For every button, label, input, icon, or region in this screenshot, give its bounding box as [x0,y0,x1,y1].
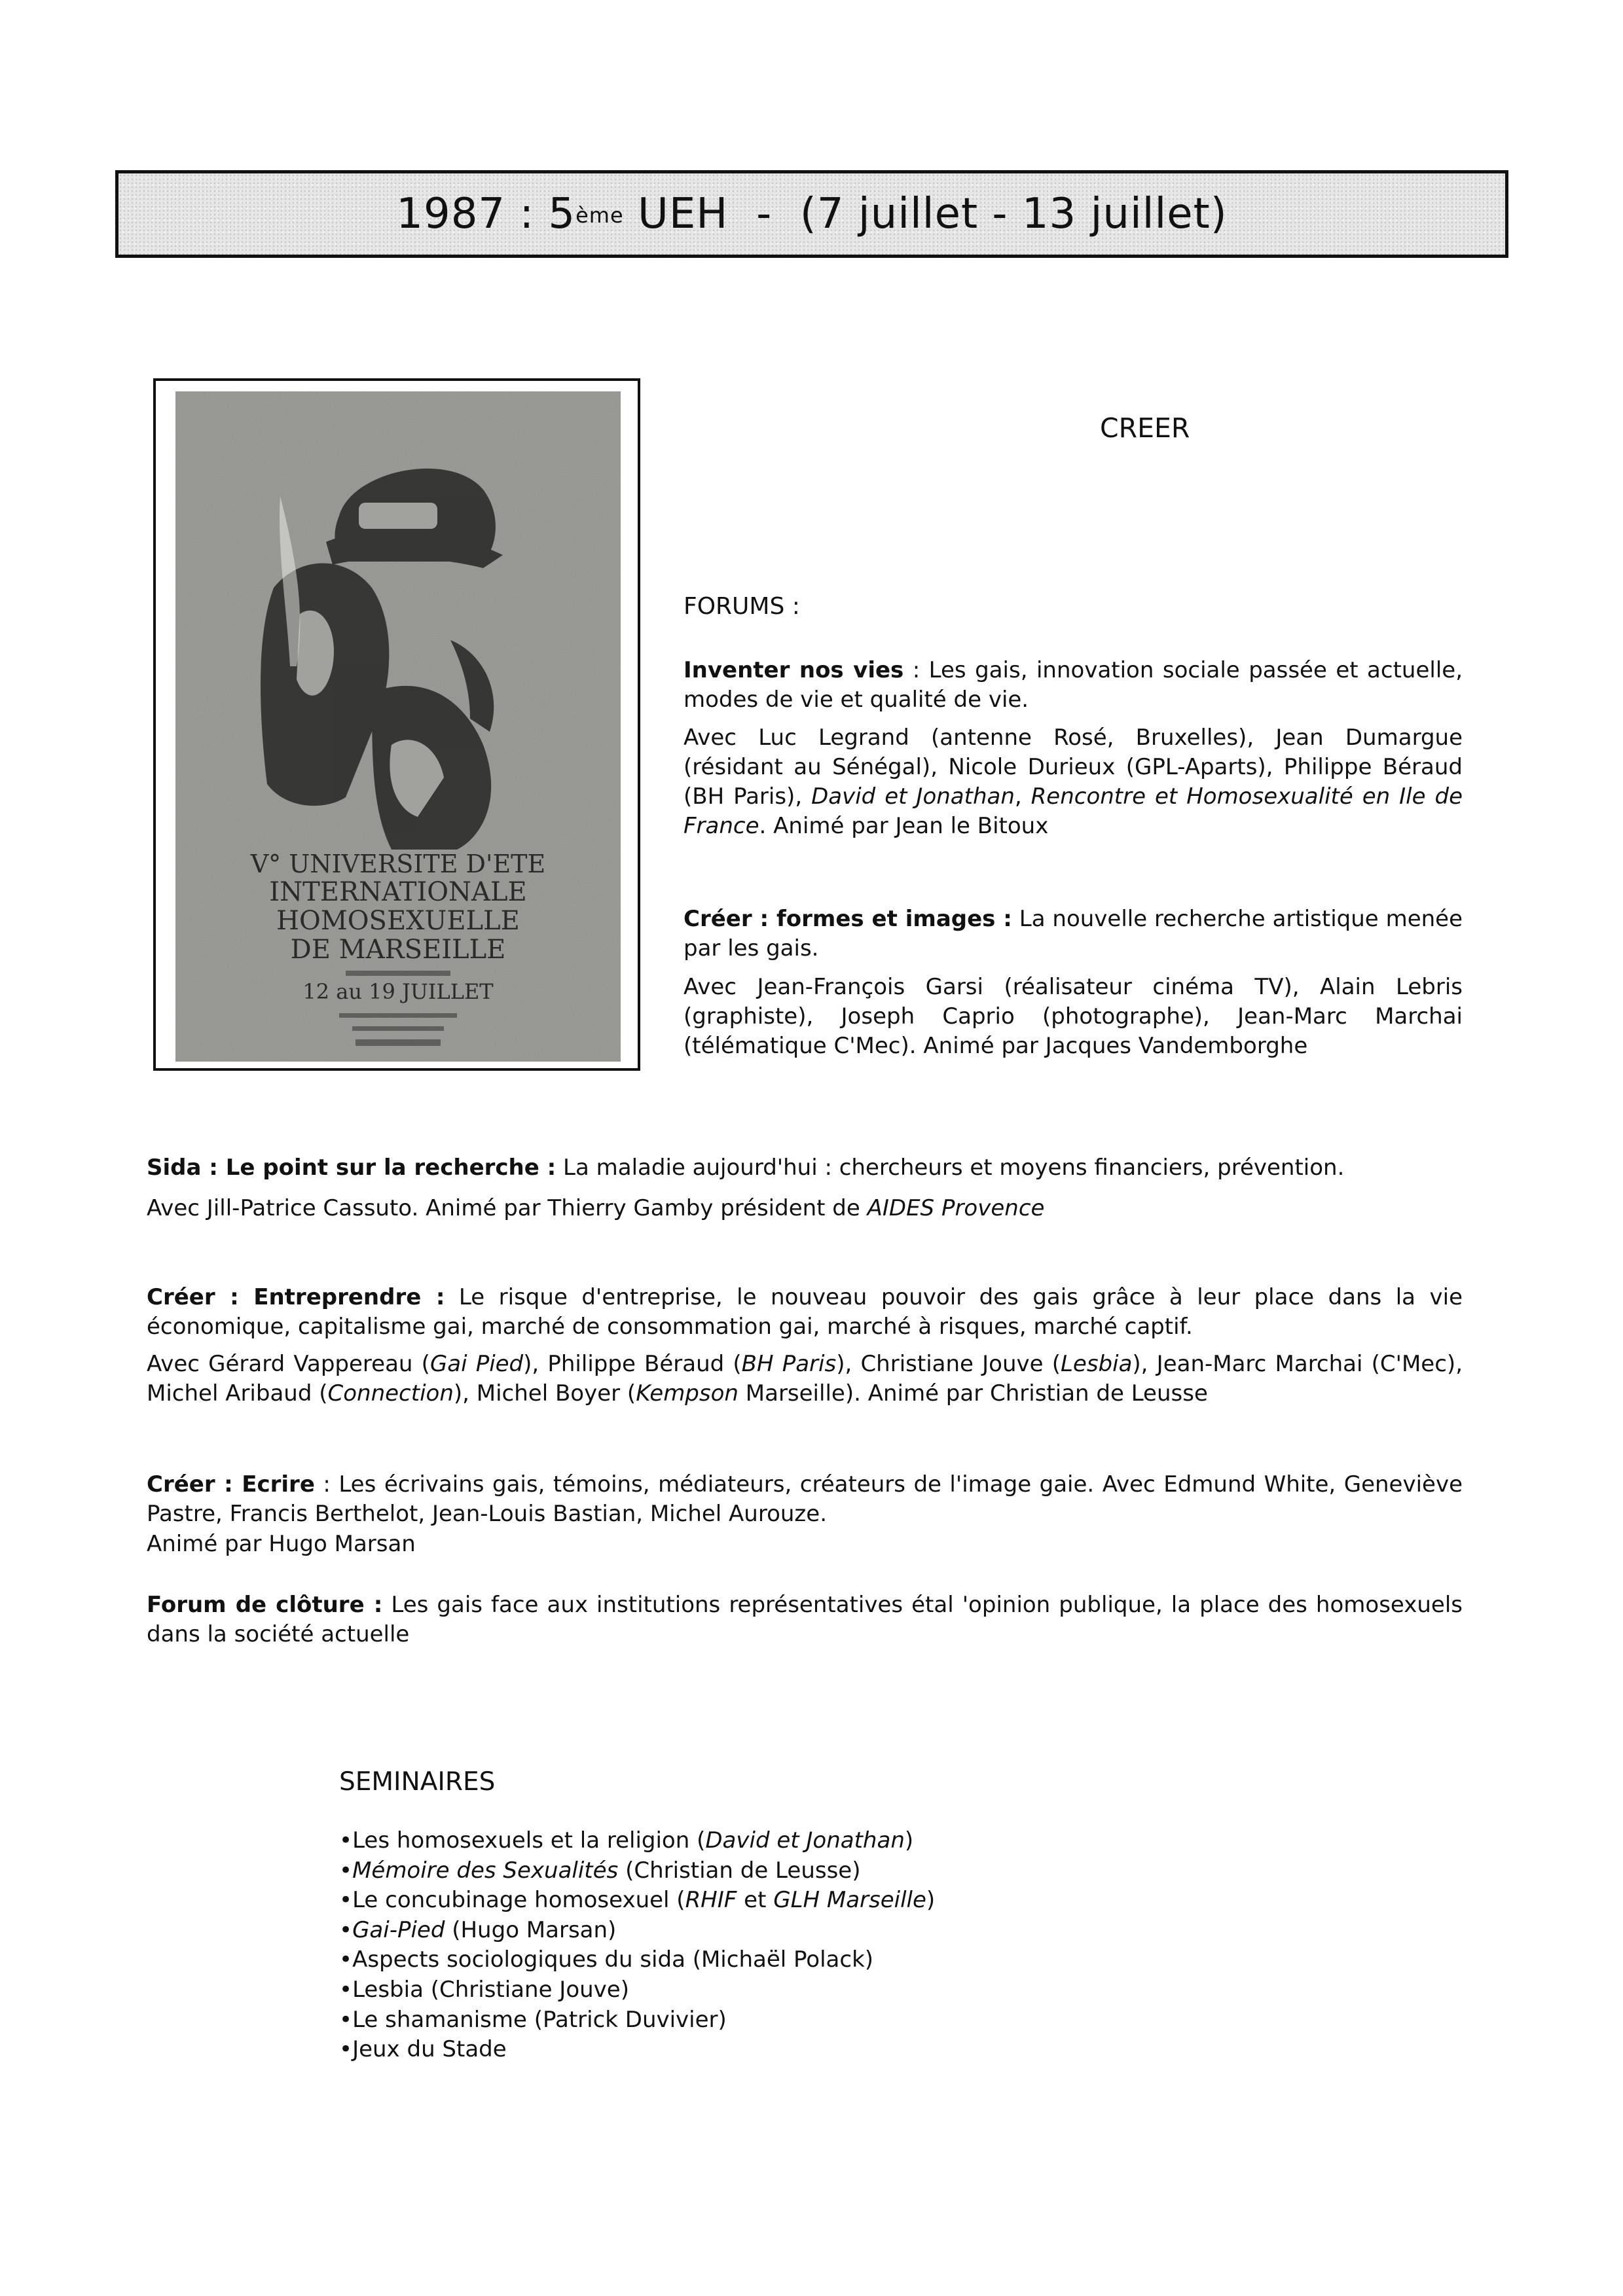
seminar-org: David et Jonathan [705,1827,905,1854]
forum-sida-desc [147,1153,1463,1183]
entreprendre-org-2: BH Paris [741,1351,837,1377]
title-year: 1987 : 5 [396,190,576,238]
entreprendre-org-3: Lesbia [1060,1351,1133,1377]
entreprendre-avec-5: ), Michel Boyer ( [453,1380,636,1407]
seminar-org: Mémoire des Sexualités [352,1857,619,1884]
poster-line-5: 12 au 19 JUILLET [302,979,494,1004]
sida-avec-text: Avec Jill-Patrice Cassuto. Animé par Thierry Gamby président de [147,1195,867,1221]
poster-line-2: INTERNATIONALE [269,877,527,907]
list-item [339,1886,935,1916]
poster-line-3: HOMOSEXUELLE [276,906,520,936]
forum-entreprendre-text: Le risque d'entreprise, le nouveau pouvoir des gais grâce à leur place dans la vie économique, capitalisme gai, marché de consommation gai, marché à risques, marché captif. [147,1284,1463,1340]
page-title [396,190,1227,238]
entreprendre-org-4: Connection [327,1380,454,1407]
seminar-text: ) [926,1887,936,1914]
seminar-text: Les homosexuels et la religion ( [352,1827,706,1854]
forum-cloture-title: Forum de clôture : [147,1592,383,1618]
seminar-text: Jeux du Stade [352,2036,507,2063]
seminar-text: (Hugo Marsan) [445,1916,617,1943]
forum-inventer-text: : Les gais, innovation sociale passée et actuelle, modes de vie et qualité de vie. [684,657,1463,713]
forum-ecrire-desc [147,1470,1463,1529]
forums-heading: FORUMS : [684,593,800,620]
list-item [339,1856,935,1886]
seminaires-heading: SEMINAIRES [339,1767,496,1797]
forum-ecrire-title: Créer : Ecrire [147,1471,315,1498]
forum-entreprendre-title: Créer : Entreprendre : [147,1284,445,1310]
forum-entreprendre-desc [147,1283,1463,1342]
seminar-text: et [737,1887,774,1914]
entreprendre-avec-6: Marseille). Animé par Christian de Leusse [738,1380,1208,1407]
list-item [339,1945,935,1975]
forum-inventer-desc [684,656,1463,715]
seminar-text: Aspects sociologiques du sida (Michaël Polack) [352,1946,874,1973]
forum-formes-desc [684,905,1463,963]
forum-entreprendre-participants [147,1350,1463,1408]
poster-line-4: DE MARSEILLE [290,935,506,965]
list-item [339,1975,935,2005]
title-ordinal: ème [575,203,624,228]
entreprendre-org-5: Kempson [636,1380,739,1407]
entreprendre-avec-1: Avec Gérard Vappereau ( [147,1351,430,1377]
poster-line-1: V° UNIVERSITE D'ETE [250,850,546,878]
inventer-avec-sep: , [1014,783,1031,810]
poster-illustration [175,391,621,1062]
forum-formes-participants: Avec Jean-François Garsi (réalisateur cinéma TV), Alain Lebris (graphiste), Joseph Caprio (photographe), Jean-Marc Marchai (télématique C'Mec). Animé par Jacques Vandemborghe [684,974,1463,1059]
list-item [339,1916,935,1946]
sida-avec-org: AIDES Provence [867,1195,1045,1221]
forum-sida-participants [147,1194,1463,1223]
seminar-org: GLH Marseille [773,1887,926,1914]
forum-inventer-participants [684,723,1463,841]
entreprendre-org-1: Gai Pied [429,1351,524,1377]
inventer-avec-org2: Rencontre et Homosexualité en Ile de France [684,783,1463,839]
list-item [339,2005,935,2036]
seminar-text: Lesbia (Christiane Jouve) [352,1976,629,2003]
forum-ecrire-text: : Les écrivains gais, témoins, médiateurs, créateurs de l'image gaie. Avec Edmund White, Geneviève Pastre, Francis Berthelot, Jean-Louis Bastian, Michel Aurouze. [147,1471,1463,1527]
poster-image [153,378,640,1071]
forum-sida-title: Sida : Le point sur la recherche : [147,1155,556,1181]
entreprendre-avec-2: ), Philippe Béraud ( [523,1351,742,1377]
forum-ecrire-anim: Animé par Hugo Marsan [147,1531,416,1557]
list-item [339,1826,935,1856]
seminar-text: Le concubinage homosexuel ( [352,1887,685,1914]
forum-formes-title: Créer : formes et images : [684,906,1012,932]
inventer-avec-org1: David et Jonathan [811,783,1015,810]
list-item [339,2035,935,2065]
seminar-org: RHIF [685,1887,737,1914]
title-banner [115,170,1508,258]
seminar-org: Gai-Pied [352,1916,445,1943]
seminar-text: ) [904,1827,914,1854]
seminar-text: (Christian de Leusse) [618,1857,861,1884]
forum-sida-text: La maladie aujourd'hui : chercheurs et moyens financiers, prévention. [556,1155,1345,1181]
entreprendre-avec-4: ), Jean-Marc Marchai (C'Mec), Michel Aribaud ( [147,1351,1463,1407]
inventer-avec-text: Avec Luc Legrand (antenne Rosé, Bruxelles), Jean Dumargue (résidant au Sénégal), Nicole Durieux (GPL-Aparts), Philippe Béraud (BH Paris), [684,725,1463,810]
forum-formes-text: La nouvelle recherche artistique menée par les gais. [684,906,1463,961]
seminar-text: Le shamanisme (Patrick Duvivier) [352,2006,727,2033]
section-heading-creer: CREER [1100,412,1190,444]
inventer-avec-anim: . Animé par Jean le Bitoux [759,813,1049,839]
entreprendre-avec-3: ), Christiane Jouve ( [836,1351,1061,1377]
forum-cloture-text: Les gais face aux institutions représentatives étal 'opinion publique, la place des homosexuels dans la société actuelle [147,1592,1463,1647]
forum-cloture-desc [147,1590,1463,1649]
seminaires-list [339,1826,935,2065]
title-dates: UEH - (7 juillet - 13 juillet) [623,190,1228,238]
forum-inventer-title: Inventer nos vies [684,657,904,683]
